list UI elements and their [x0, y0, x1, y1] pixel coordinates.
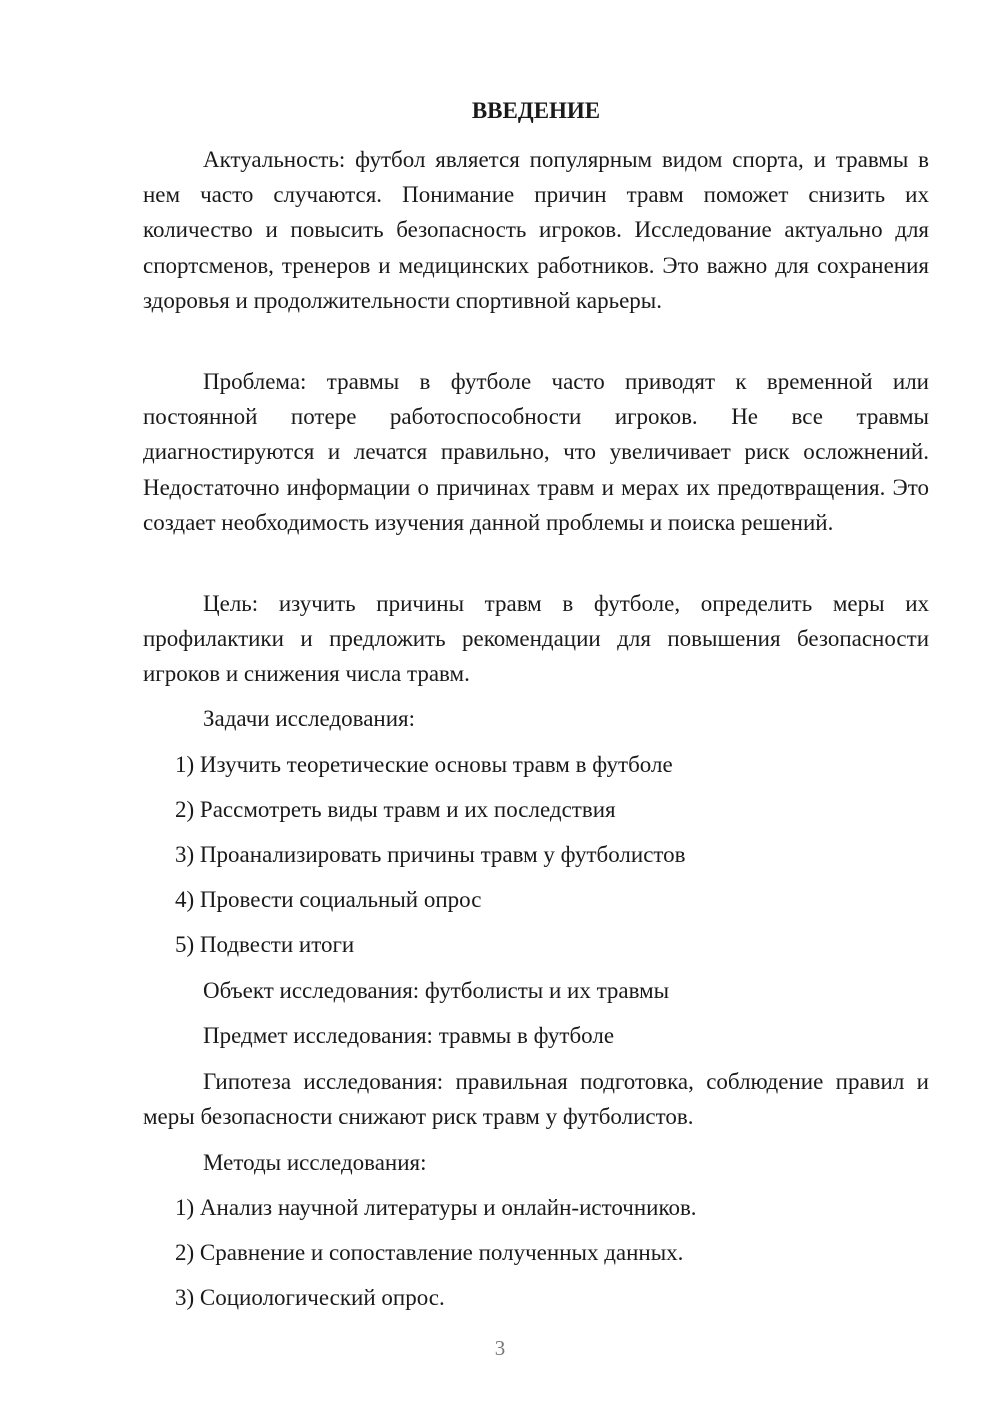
section-title: ВВЕДЕНИЕ: [471, 98, 601, 123]
methods-heading: Методы исследования:: [203, 1150, 427, 1175]
method-item: 1) Анализ научной литературы и онлайн-источников.: [175, 1195, 697, 1220]
hypothesis-paragraph: Гипотеза исследования: правильная подготовка, соблюдение правил и меры безопасности снижают риск травм у футболистов.: [143, 1069, 929, 1130]
tasks-heading: Задачи исследования:: [203, 706, 416, 731]
task-item: 3) Проанализировать причины травм у футболистов: [175, 842, 686, 867]
task-item: 5) Подвести итоги: [175, 932, 355, 957]
method-item: 2) Сравнение и сопоставление полученных данных.: [175, 1240, 684, 1265]
relevance-paragraph: Актуальность: футбол является популярным видом спорта, и травмы в нем часто случаются. Понимание причин травм поможет снизить их количество и повысить безопасность игроков. Исследование актуально для спортсменов, тренеров и медицинских работников. Это важно для сохранения здоровья и продолжительности спортивной карьеры.: [143, 147, 929, 313]
method-item: 3) Социологический опрос.: [175, 1285, 445, 1310]
task-item: 4) Провести социальный опрос: [175, 887, 482, 912]
goal-paragraph: Цель: изучить причины травм в футболе, определить меры их профилактики и предложить рекомендации для повышения безопасности игроков и снижения числа травм.: [143, 591, 929, 687]
problem-paragraph: Проблема: травмы в футболе часто приводят к временной или постоянной потере работоспособности игроков. Не все травмы диагностируются и лечатся правильно, что увеличивает риск осложнений. Недостаточно информации о причинах травм и мерах их предотвращения. Это создает необходимость изучения данной проблемы и поиска решений.: [143, 369, 929, 535]
task-item: 2) Рассмотреть виды травм и их последствия: [175, 797, 616, 822]
task-item: 1) Изучить теоретические основы травм в футболе: [175, 752, 673, 777]
subject-line: Предмет исследования: травмы в футболе: [203, 1023, 615, 1048]
page-number: 3: [494, 1336, 506, 1360]
object-line: Объект исследования: футболисты и их травмы: [203, 978, 670, 1003]
